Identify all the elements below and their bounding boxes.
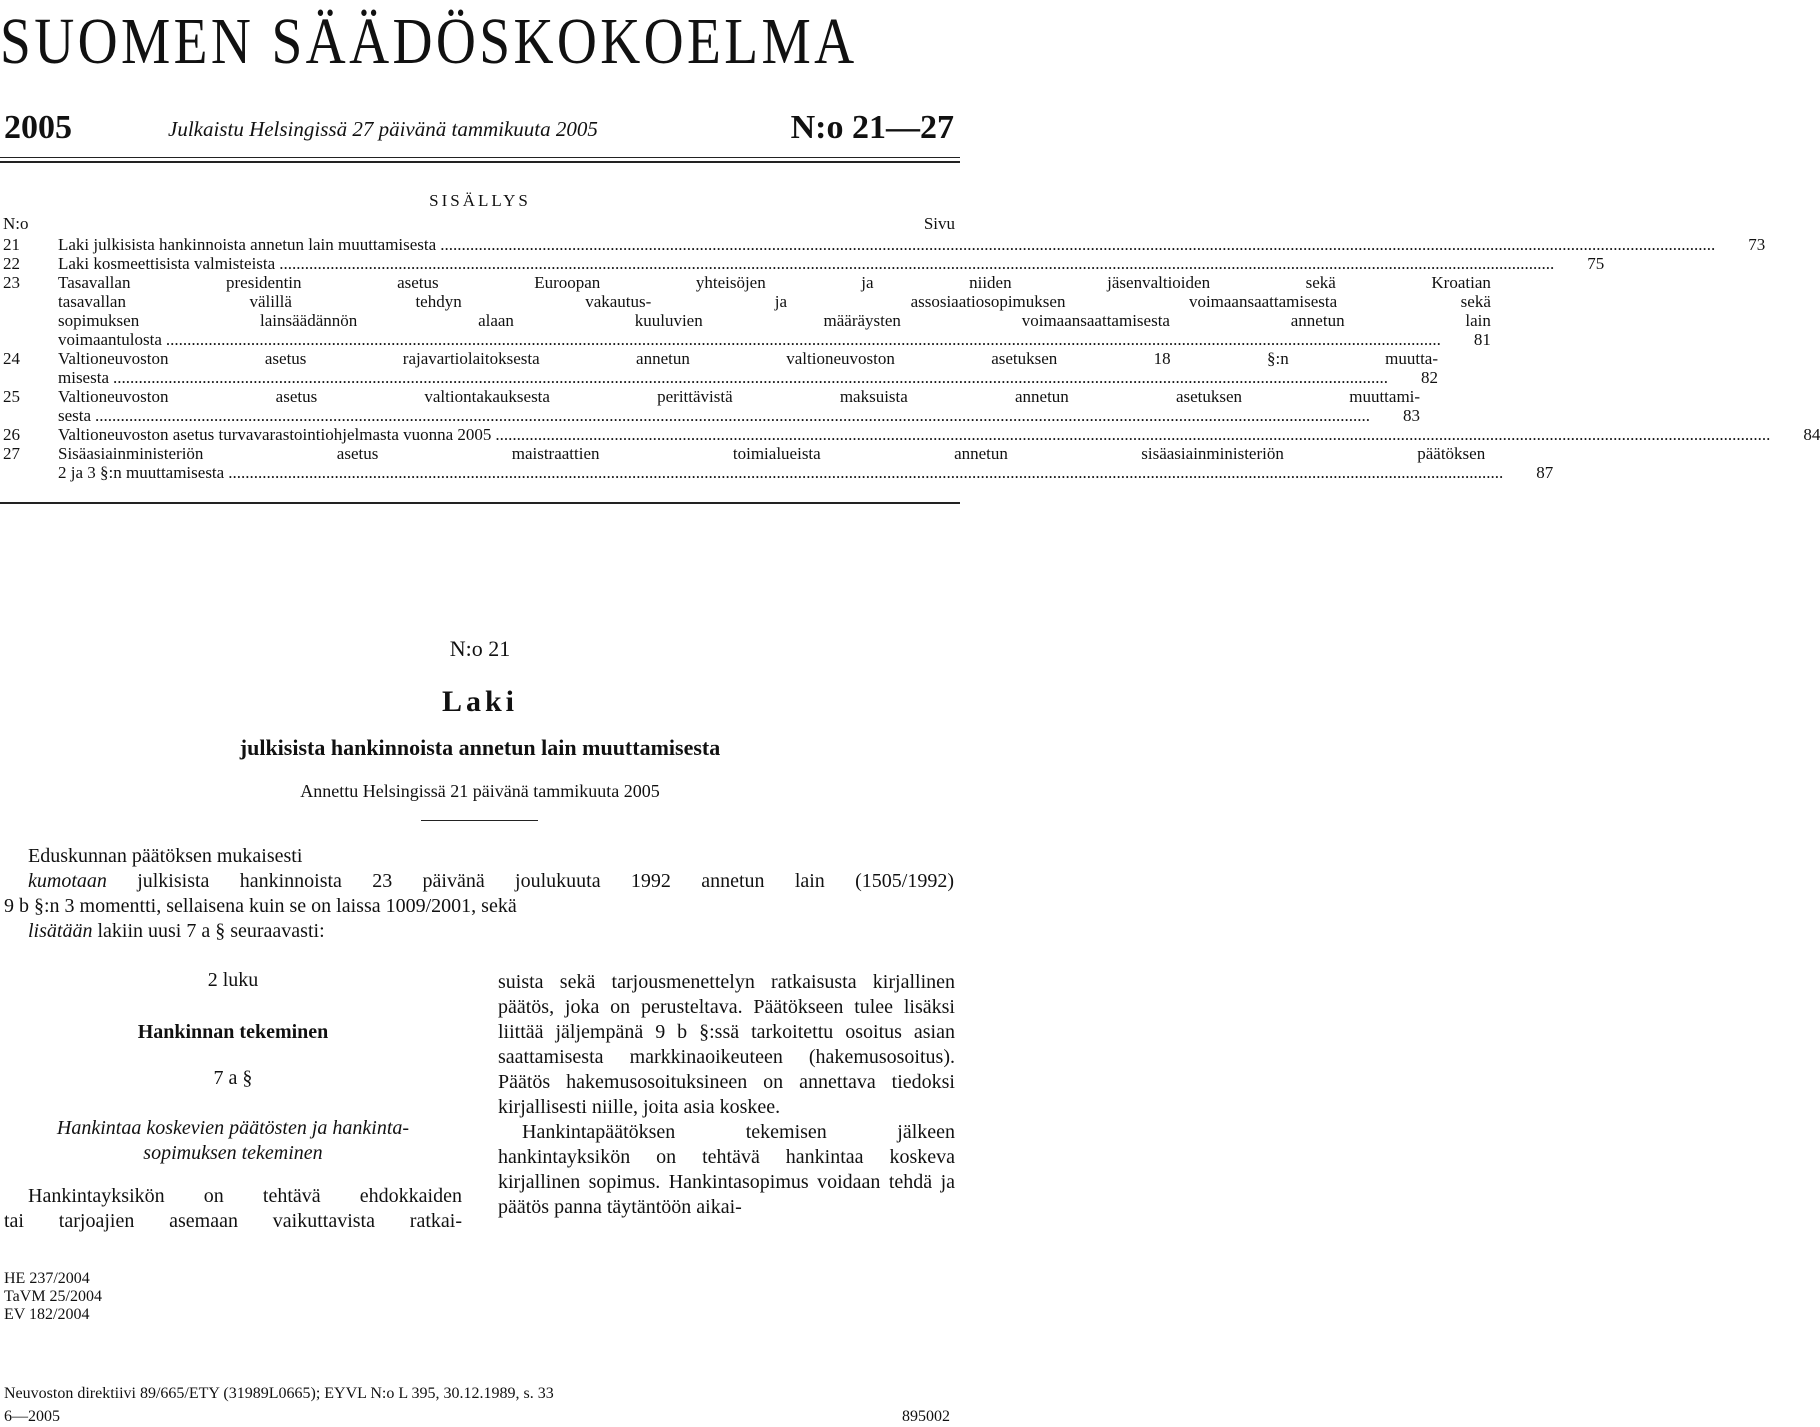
contents-item-text	[58, 387, 1420, 425]
header-rule-thin	[0, 157, 960, 158]
contents-item	[3, 273, 1491, 349]
dot-leader: ............................................................................................................................................................................................................................................................................................................	[113, 368, 1388, 387]
act-given-date: Annettu Helsingissä 21 päivänä tammikuuta 2005	[300, 781, 660, 801]
contents-item-line: tasavallan välillä tehdyn vakautus- ja assosiaatiosopimuksen voimaansaattamisesta sekä	[58, 292, 1491, 311]
paragraph-title	[4, 1116, 462, 1166]
contents-item-last-line	[58, 235, 1766, 254]
contents-item-page: 84	[1803, 425, 1820, 444]
body-paragraph: suista sekä tarjousmenettelyn ratkaisusta kirjallinen päätös, joka on perusteltava. Päätökseen tulee lisäksi liittää jäljempänä 9 b §:ssä tarkoitettu osoitus asian saattamisesta markkinaoikeuteen (hakemusosoitus). Päätös hakemusosoituksineen on annettava tiedoksi kirjallisesti niille, joita asia koskee.	[498, 971, 955, 1118]
dot-leader: ............................................................................................................................................................................................................................................................................................................	[165, 330, 1441, 349]
body-paragraph: Hankintapäätöksen tekemisen jälkeen hankintayksikön on tehtävä hankintaa koskeva kirjallinen sopimus. Hankintasopimus voidaan tehdä ja päätös panna täytäntöön aikai-	[498, 1121, 955, 1218]
contents-item-last-line	[58, 254, 1605, 273]
reference-item: HE 237/2004	[4, 1270, 90, 1287]
right-column	[498, 970, 955, 1220]
contents-item-number: 27	[3, 444, 20, 463]
contents-item-number: 21	[3, 235, 20, 254]
dot-leader: ............................................................................................................................................................................................................................................................................................................	[440, 235, 1716, 254]
contents-item-title: Laki julkisista hankinnoista annetun lain muuttamisesta	[58, 235, 437, 254]
contents-number-header: N:o	[3, 214, 29, 233]
contents-item-line: sopimuksen lainsäädännön alaan kuuluvien määräysten voimaansaattamisesta annetun lain	[58, 311, 1491, 330]
act-heading-rule	[421, 820, 538, 821]
contents-item-text	[58, 254, 1605, 273]
contents-item-page: 75	[1587, 254, 1605, 273]
issue-numbers: N:o 21—27	[790, 109, 954, 146]
contents-item-last-line	[58, 330, 1491, 349]
footer-right: 895002	[902, 1408, 950, 1425]
reference-item: TaVM 25/2004	[4, 1288, 102, 1305]
preamble-line	[4, 919, 954, 944]
preamble-line	[4, 869, 954, 894]
contents-item-last-line	[58, 368, 1438, 387]
contents-item-text	[58, 444, 1554, 482]
left-column	[4, 966, 462, 1234]
contents-item-page: 87	[1536, 463, 1554, 482]
contents-item-number: 22	[3, 254, 20, 273]
contents-list	[3, 235, 1820, 482]
contents-item-text	[58, 349, 1438, 387]
preamble-line: 9 b §:n 3 momentti, sellaisena kuin se on laissa 1009/2001, sekä	[4, 895, 517, 917]
contents-page-header: Sivu	[923, 214, 955, 233]
contents-item-number: 26	[3, 425, 20, 444]
paragraph-title-line: Hankintaa koskevien päätösten ja hankinta-	[56, 1117, 410, 1139]
contents-item-text	[58, 273, 1491, 349]
paragraph-number: 7 a §	[213, 1067, 253, 1089]
contents-item	[3, 444, 1554, 482]
contents-item-line: Valtioneuvoston asetus rajavartiolaitoksesta annetun valtioneuvoston asetuksen 18 §:n muutta-	[58, 349, 1438, 368]
contents-column-headers	[3, 214, 955, 235]
act-number: N:o 21	[449, 636, 511, 661]
table-of-contents	[3, 214, 1820, 482]
contents-item-title: Laki kosmeettisista valmisteista	[58, 254, 276, 273]
contents-item	[3, 425, 1820, 444]
contents-item-page: 83	[1403, 406, 1421, 425]
legislative-references	[4, 1270, 102, 1324]
contents-item	[3, 349, 1438, 387]
footer-left: 6—2005	[4, 1408, 60, 1425]
dot-leader: ............................................................................................................................................................................................................................................................................................................	[495, 425, 1771, 444]
issue-year: 2005	[4, 109, 72, 146]
contents-item-number: 25	[3, 387, 20, 406]
paragraph-title-line: sopimuksen tekeminen	[143, 1142, 323, 1164]
preamble-text: lakiin uusi 7 a § seuraavasti:	[92, 920, 325, 942]
body-line: Hankintayksikön on tehtävä ehdokkaiden	[28, 1185, 462, 1207]
chapter-number: 2 luku	[207, 969, 259, 991]
contents-item-last-line	[58, 406, 1420, 425]
emphasis-lisataan: lisätään	[28, 920, 93, 942]
preamble-line: Eduskunnan päätöksen mukaisesti	[28, 845, 303, 867]
contents-item-page: 81	[1473, 330, 1491, 349]
act-title: julkisista hankinnoista annetun lain muuttamisesta	[239, 735, 721, 760]
emphasis-kumotaan: kumotaan	[28, 870, 107, 892]
contents-item-last-line	[58, 463, 1554, 482]
publication-date: Julkaistu Helsingissä 27 päivänä tammikuuta 2005	[168, 117, 598, 141]
contents-item-line: Sisäasiainministeriön asetus maistraattien toimialueista annetun sisäasiainministeriön päätöksen	[58, 444, 1486, 463]
contents-item	[3, 254, 1605, 273]
contents-item-text	[58, 235, 1766, 254]
contents-item-number: 24	[3, 349, 20, 368]
contents-item-title: misesta	[58, 368, 109, 387]
dot-leader: ............................................................................................................................................................................................................................................................................................................	[228, 463, 1504, 482]
contents-separator	[0, 502, 960, 504]
contents-heading: SISÄLLYS	[429, 191, 531, 210]
preamble	[4, 844, 954, 944]
contents-item-title: voimaantulosta	[58, 330, 162, 349]
body-line: tai tarjoajien asemaan vaikuttavista ratkai-	[4, 1210, 462, 1232]
contents-item-title: Valtioneuvoston asetus turvavarastointiohjelmasta vuonna 2005	[58, 425, 492, 444]
contents-item-page: 82	[1421, 368, 1438, 387]
contents-item-title: sesta	[58, 406, 92, 425]
reference-item: EV 182/2004	[4, 1306, 90, 1323]
dot-leader: ............................................................................................................................................................................................................................................................................................................	[279, 254, 1555, 273]
contents-item-line: Valtioneuvoston asetus valtiontakauksesta perittävistä maksuista annetun asetuksen muuttami-	[58, 387, 1421, 406]
contents-item-last-line	[58, 425, 1820, 444]
contents-item-page: 73	[1748, 235, 1766, 254]
contents-item-number: 23	[3, 273, 20, 292]
contents-item-line: Tasavallan presidentin asetus Euroopan yhteisöjen ja niiden jäsenvaltioiden sekä Kroatian	[58, 273, 1491, 292]
preamble-text: julkisista hankinnoista 23 päivänä joulukuuta 1992 annetun lain (1505/1992)	[106, 870, 954, 892]
dot-leader: ............................................................................................................................................................................................................................................................................................................	[95, 406, 1371, 425]
contents-item-text	[58, 425, 1820, 444]
contents-item	[3, 235, 1766, 254]
directive-note: Neuvoston direktiivi 89/665/ETY (31989L0665); EYVL N:o L 395, 30.12.1989, s. 33	[4, 1385, 554, 1402]
chapter-title: Hankinnan tekeminen	[137, 1021, 329, 1043]
publication-title: SUOMEN SÄÄDÖSKOKOELMA	[0, 5, 858, 78]
body-text-left	[4, 1184, 462, 1234]
header-rule-thick	[0, 161, 960, 163]
contents-item-title: 2 ja 3 §:n muuttamisesta	[58, 463, 225, 482]
contents-item	[3, 387, 1421, 425]
act-type: Laki	[441, 685, 519, 718]
